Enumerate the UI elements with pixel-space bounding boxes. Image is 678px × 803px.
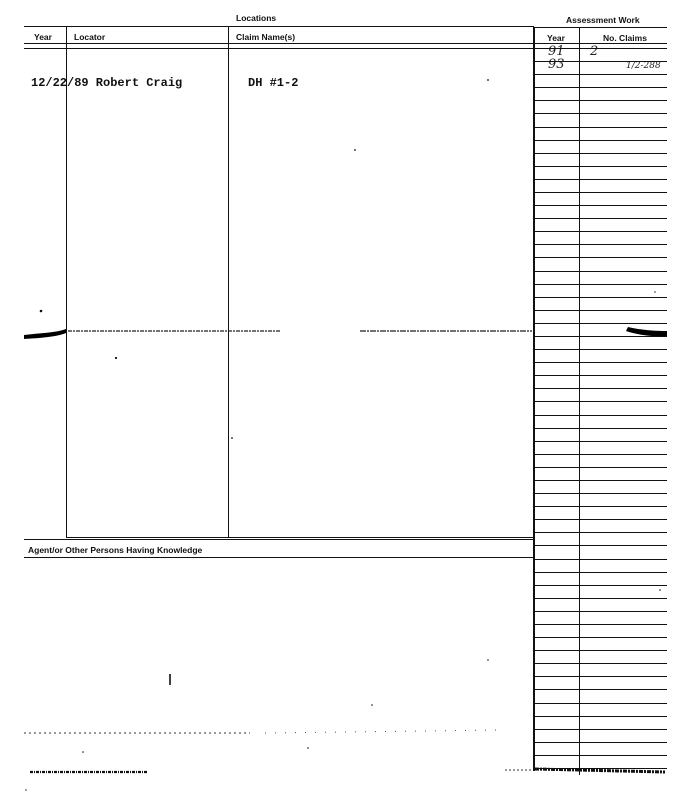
speck — [25, 789, 26, 790]
speck — [487, 659, 489, 661]
column-header-locator: Locator — [74, 32, 106, 42]
speck — [115, 357, 117, 359]
assessment-entry-year: 91 — [548, 44, 565, 59]
clip-mark-right — [626, 327, 667, 336]
column-header-assessment-year: Year — [547, 33, 565, 43]
speck — [654, 291, 655, 292]
column-header-year: Year — [34, 32, 52, 42]
speck — [40, 310, 43, 313]
bottom-edge — [535, 769, 665, 772]
clip-mark-left — [24, 329, 66, 339]
speck — [371, 704, 373, 706]
locations-title: Locations — [236, 13, 277, 23]
bottom-trace — [265, 730, 500, 733]
assessment-entry-claims: 2 — [590, 44, 599, 59]
speck — [487, 79, 489, 81]
location-entry-year-locator: 12/22/89 Robert Craig — [31, 76, 183, 90]
speck — [354, 149, 356, 151]
speck — [659, 589, 661, 591]
speck — [231, 437, 233, 439]
assessment-entry-claims: 1/2-288 — [626, 61, 661, 71]
speck — [307, 747, 309, 749]
speck — [82, 751, 84, 753]
agent-label: Agent/or Other Persons Having Knowledge — [28, 545, 203, 555]
location-entry-claim-names: DH #1-2 — [248, 76, 299, 90]
assessment-work-title: Assessment Work — [566, 15, 640, 25]
assessment-entry-year: 93 — [548, 57, 565, 72]
column-header-claim-names: Claim Name(s) — [236, 32, 296, 42]
column-header-no-claims: No. Claims — [603, 33, 647, 43]
